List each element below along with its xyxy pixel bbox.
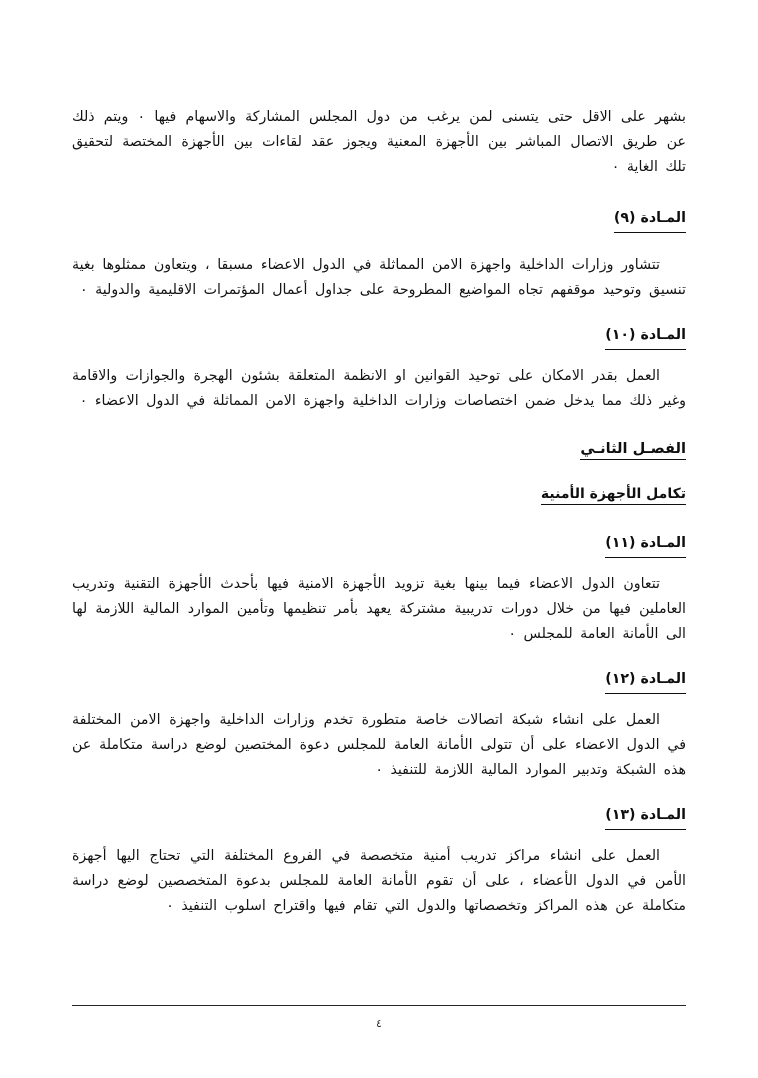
spacer (72, 830, 686, 844)
document-body (72, 105, 686, 919)
spacer (72, 350, 686, 364)
heading-article-13-text: المـادة (١٣) (605, 803, 686, 830)
paragraph-article-10: العمل بقدر الامكان على توحيد القوانين او الانظمة المتعلقة بشئون الهجرة والجوازات والاقامة وغير ذلك مما يدخل ضمن اختصاصات وزارات الداخلية واجهزة الامن المماثلة في الدول الاعضاء ٠ (72, 368, 686, 409)
heading-article-13 (72, 803, 686, 830)
paragraph-article-13: العمل على انشاء مراكز تدريب أمنية متخصصة في الفروع المختلفة التي تحتاج اليها أجهزة الأمن في الدول الأعضاء ، على أن تقوم الأمانة العامة للمجلس بدعوة المتخصصين لوضع دراسة متكاملة عن هذه المراكز وتخصصاتها والدول التي تقام فيها واقتراح اسلوب التنفيذ ٠ (72, 848, 686, 914)
spacer (72, 505, 686, 531)
subsection-title (72, 486, 686, 505)
footer-divider (72, 1005, 686, 1006)
heading-article-12-text: المـادة (١٢) (605, 667, 686, 694)
paragraph-article-12: العمل على انشاء شبكة اتصالات خاصة متطورة تخدم وزارات الداخلية واجهزة الامن المختلفة في الدول الاعضاء على أن تتولى الأمانة العامة للمجلس دعوة المختصين لوضع دراسة متكاملة عن هذه الشبكة وتدبير الموارد المالية اللازمة للتنفيذ ٠ (72, 712, 686, 778)
heading-article-12 (72, 667, 686, 694)
paragraph-article-9: تتشاور وزارات الداخلية واجهزة الامن المماثلة في الدول الاعضاء مسبقا ، ويتعاون ممثلوها بغية تنسيق وتوحيد موقفهم تجاه المواضيع المطروحة على جداول أعمال المؤتمرات الاقليمية والدولية ٠ (72, 257, 686, 298)
spacer (72, 783, 686, 803)
heading-article-10-text: المـادة (١٠) (605, 323, 686, 350)
spacer (72, 558, 686, 572)
spacer (72, 180, 686, 206)
spacer (72, 414, 686, 440)
section-title-text: الفصـل الثانـي (580, 440, 686, 460)
subsection-title-text: تكامل الأجهزة الأمنية (541, 486, 686, 505)
heading-article-10 (72, 323, 686, 350)
spacer (72, 647, 686, 667)
heading-article-9 (72, 206, 686, 233)
spacer (72, 694, 686, 708)
spacer (72, 460, 686, 486)
page-number: ٤ (376, 1017, 382, 1030)
heading-article-11-text: المـادة (١١) (605, 531, 686, 558)
heading-article-11 (72, 531, 686, 558)
section-title-chapter-two (72, 440, 686, 460)
spacer (72, 233, 686, 253)
heading-article-9-text: المـادة (٩) (614, 206, 686, 233)
paragraph-continued-top: بشهر على الاقل حتى يتسنى لمن يرغب من دول المجلس المشاركة والاسهام فيها ٠ ويتم ذلك عن طريق الاتصال المباشر بين الأجهزة المعنية ويجوز عقد لقاءات بين الأجهزة المختصة لتحقيق تلك الغاية ٠ (72, 109, 687, 175)
paragraph-article-11: تتعاون الدول الاعضاء فيما بينها بغية تزويد الأجهزة الامنية فيها بأحدث الأجهزة التقنية وتدريب العاملين فيها من خلال دورات تدريبية مشتركة يعهد بأمر تنظيمها وتأمين الموارد المالية اللازمة لها الى الأمانة العامة للمجلس ٠ (72, 576, 686, 642)
spacer (72, 303, 686, 323)
